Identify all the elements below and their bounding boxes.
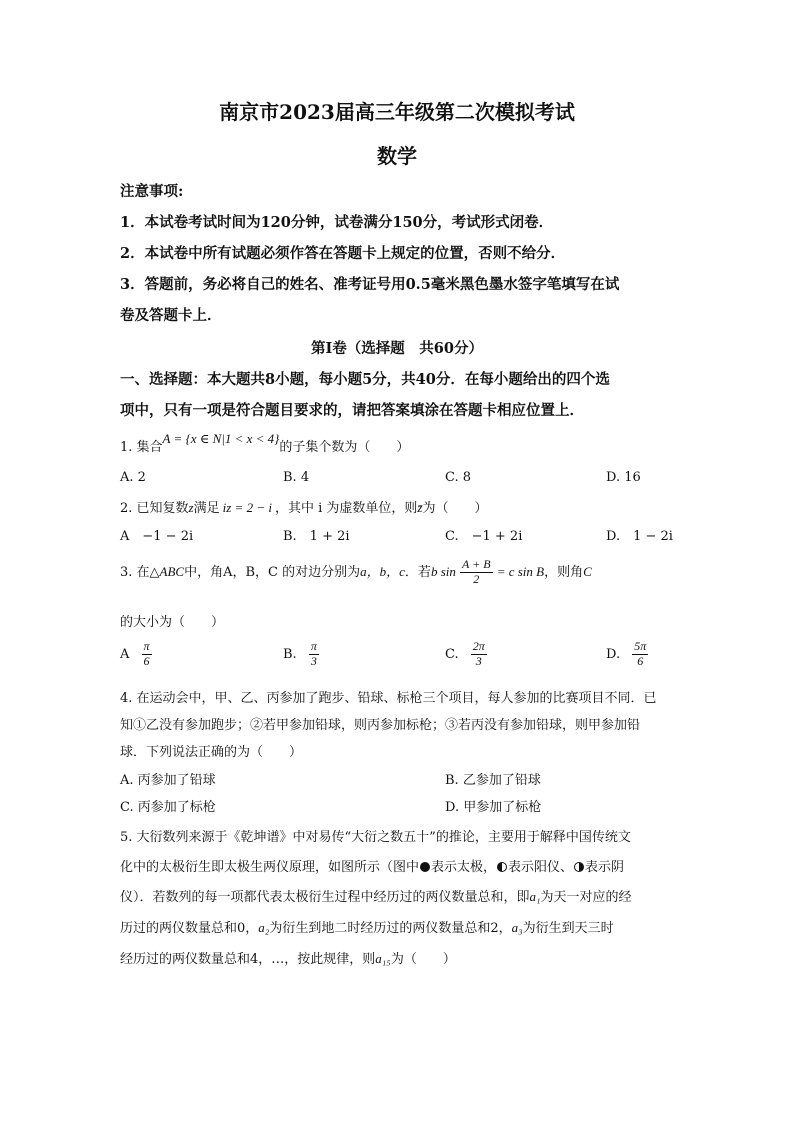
question-2 [120,497,487,516]
q1-prefix: 1. 集合 [120,440,163,455]
q5-a1: a₁ [529,889,541,904]
q1-option-d: D. 16 [606,470,641,485]
q3-lhs: b sin [430,563,456,579]
q5-a3: a₃ [511,920,523,935]
q1-set: A = {x ∈ N|1 < x < 4} [162,431,280,446]
note-item: 1．本试卷考试时间为120分钟，试卷满分150分，考试形式闭卷． [120,214,554,231]
q2-option-c: C. −1 + 2i [445,529,523,544]
q1-option-b: B. 4 [283,470,310,485]
taiji-full-circle-icon [420,862,430,872]
q2-text: 满足 [193,501,220,516]
q2-zbar: z̄ [417,500,423,515]
q4-option-c: C. 丙参加了标枪 [120,800,216,815]
q1-option-a: A. 2 [120,470,146,485]
q5-line: 历过的两仪数量总和0，a₂为衍生到地二时经历过的两仪数量总和2，a₃为衍生到天三时 [120,920,614,936]
q3-option-c: C. $\frac{2\pi}{3}$ [445,639,485,668]
yang-half-circle-icon [497,862,507,872]
q2-text: 为（ ） [422,501,488,516]
q3-sides: a，b，c [360,563,405,579]
q5-a15: a₁₅ [375,951,391,966]
q3-text: ．若 [404,564,431,580]
q3-text: ，则角 [544,564,584,580]
q3-option-d: D. $\frac{5\pi}{6}$ [606,639,647,668]
q3-triangle: △ABC [149,563,185,579]
exam-title: 南京市2023届高三年级第二次模拟考试 [219,100,575,124]
q2-text: 2. 已知复数 [120,501,189,516]
q3-option-a: A $\frac{\pi}{6}$ [120,639,150,668]
q4-option-b: B. 乙参加了铅球 [445,773,541,788]
q3-text: 3. 在 [120,564,150,580]
q4-option-a: A. 丙参加了铅球 [120,773,216,788]
q2-option-b: B. 1 + 2i [283,529,350,544]
q4-line: 知①乙没有参加跑步；②若甲参加铅球，则丙参加标枪；③若丙没有参加铅球，则甲参加铅 [120,718,641,733]
q1-suffix: 的子集个数为（ ） [279,440,410,455]
q3-line2: 的大小为（ ） [120,615,225,630]
notes-heading: 注意事项: [120,183,184,200]
q3-rhs: = c sin B [496,563,545,579]
question-3 [120,558,592,587]
section-title: 第Ⅰ卷（选择题 共60分） [311,340,483,357]
q4-line: 4. 在运动会中，甲、乙、丙参加了跑步、铅球、标枪三个项目，每人参加的比赛项目不同．已 [120,691,657,706]
q4-line: 球．下列说法正确的为（ ） [120,745,303,760]
q5-line: 经历过的两仪数量总和4，…，按此规律，则a₁₅为（ ） [120,951,456,967]
q2-option-a: A −1 − 2i [120,529,194,544]
q2-z: z [188,500,194,515]
q5-line: 化中的太极衍生即太极生两仪原理，如图所示（图中 表示太极， 表示阳仪、 表示阴 [120,860,625,875]
note-item: 3．答题前，务必将自己的姓名、准考证号用0.5毫米黑色墨水签字笔填写在试 [120,276,620,293]
subject-title: 数学 [377,144,417,168]
q2-text: ，其中 i 为虚数单位，则 [274,501,418,516]
q3-fraction: $\frac{A + B}{2}$ [462,557,491,586]
q5-line: 5. 大衍数列来源于《乾坤谱》中对易传“大衍之数五十”的推论，主要用于解释中国传统文 [120,830,631,845]
note-item: 卷及答题卡上． [120,307,222,324]
section-instruction: 一、选择题：本大题共8小题，每小题5分，共40分．在每小题给出的四个选 [120,371,610,388]
question-1 [120,431,410,455]
q3-text: 中，角A，B，C 的对边分别为 [184,564,361,580]
section-instruction: 项中，只有一项是符合题目要求的，请把答案填涂在答题卡相应位置上． [120,402,584,419]
q5-line: 仪）．若数列的每一项都代表太极衍生过程中经历过的两仪数量总和，即a₁为天一对应的经 [120,889,632,905]
q2-equation: iz = 2 − i [222,500,272,515]
q4-option-d: D. 甲参加了标枪 [445,800,542,815]
q5-a2: a₂ [258,920,270,935]
q3-option-b: B. $\frac{\pi}{3}$ [283,639,317,668]
note-item: 2．本试卷中所有试题必须作答在答题卡上规定的位置，否则不给分． [120,245,566,262]
q3-angle: C [583,563,592,579]
q2-option-d: D. 1 − 2i [606,529,673,544]
q1-option-c: C. 8 [445,470,472,485]
yin-half-circle-icon [574,862,584,872]
